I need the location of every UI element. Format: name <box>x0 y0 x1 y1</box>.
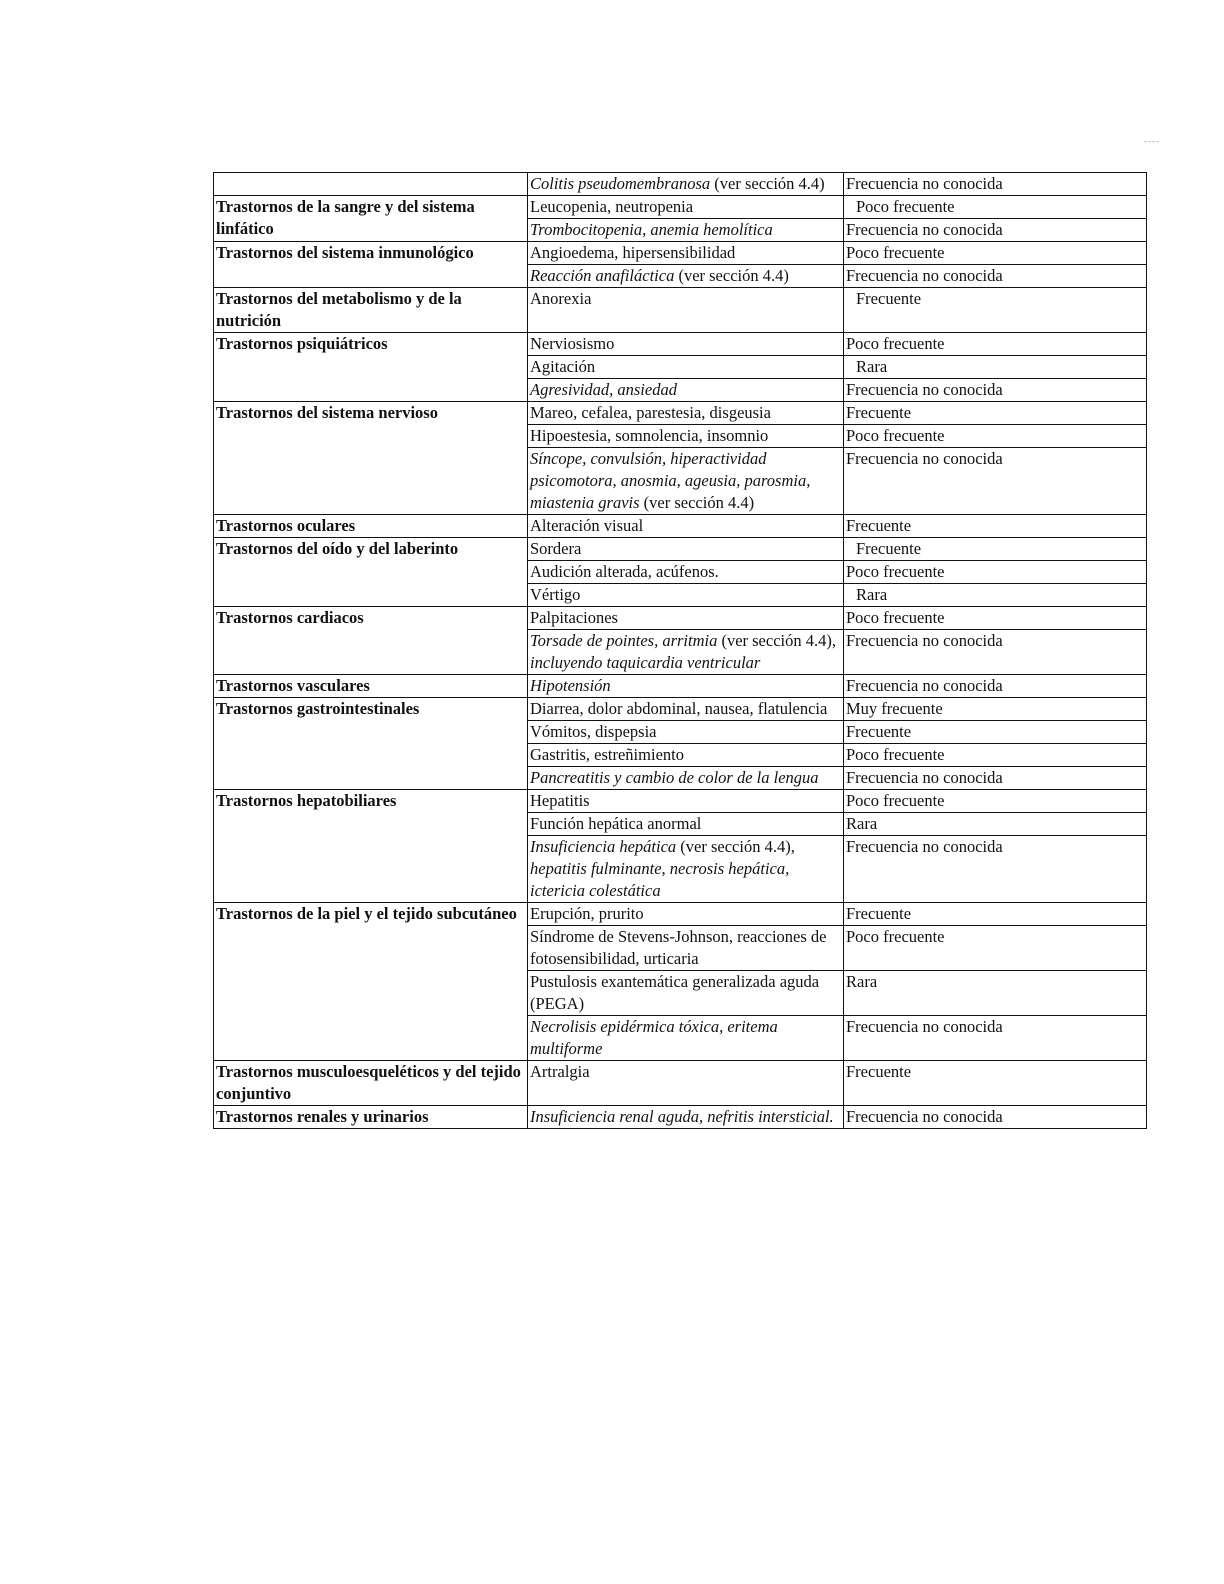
frequency-cell <box>844 379 1147 402</box>
frequency-text: Rara <box>846 814 878 833</box>
reaction-text: Agitación <box>530 357 596 376</box>
reaction-text: Pustulosis exantemática generalizada aguda (PEGA) <box>530 972 820 1013</box>
reaction-text: (ver sección 4.4), <box>676 837 795 856</box>
organ-class-cell: Trastornos vasculares <box>214 675 528 698</box>
adverse-reaction-cell <box>528 744 844 767</box>
frequency-text: Frecuencia no conocida <box>846 1107 1003 1126</box>
organ-class-cell: Trastornos del sistema nervioso <box>214 402 528 515</box>
frequency-cell <box>844 288 1147 333</box>
adverse-reaction-cell <box>528 402 844 425</box>
frequency-text: Frecuencia no conocida <box>846 676 1003 695</box>
adverse-reaction-cell <box>528 356 844 379</box>
adverse-reaction-cell <box>528 265 844 288</box>
adverse-reactions-table-body <box>214 173 1147 1129</box>
frequency-text: Frecuencia no conocida <box>846 1017 1003 1036</box>
frequency-cell <box>844 425 1147 448</box>
table-row <box>214 402 1147 425</box>
reaction-text: Síndrome de Stevens-Johnson, reacciones de fotosensibilidad, urticaria <box>530 927 827 968</box>
frequency-cell <box>844 813 1147 836</box>
reaction-text: Audición alterada, acúfenos. <box>530 562 719 581</box>
frequency-cell <box>844 607 1147 630</box>
adverse-reaction-cell <box>528 561 844 584</box>
adverse-reaction-cell <box>528 448 844 515</box>
adverse-reaction-cell <box>528 721 844 744</box>
adverse-reaction-cell <box>528 196 844 219</box>
reaction-text: Leucopenia, neutropenia <box>530 197 694 216</box>
frequency-cell <box>844 721 1147 744</box>
reaction-text: Necrolisis epidérmica tóxica, eritema multiforme <box>530 1017 778 1058</box>
organ-class-cell: Trastornos oculares <box>214 515 528 538</box>
adverse-reaction-cell <box>528 288 844 333</box>
organ-class-cell: Trastornos de la piel y el tejido subcutáneo <box>214 903 528 1061</box>
table-row <box>214 242 1147 265</box>
table-row <box>214 903 1147 926</box>
frequency-text: Frecuente <box>846 403 912 422</box>
frequency-cell <box>844 561 1147 584</box>
reaction-text: Vómitos, dispepsia <box>530 722 657 741</box>
reaction-text: incluyendo taquicardia ventricular <box>530 653 761 672</box>
adverse-reaction-cell <box>528 971 844 1016</box>
adverse-reaction-cell <box>528 790 844 813</box>
organ-class-cell <box>214 173 528 196</box>
table-row <box>214 698 1147 721</box>
organ-class-cell: Trastornos gastrointestinales <box>214 698 528 790</box>
frequency-text: Frecuencia no conocida <box>846 837 1003 856</box>
reaction-text: Mareo, cefalea, parestesia, disgeusia <box>530 403 771 422</box>
organ-class-cell: Trastornos del sistema inmunológico <box>214 242 528 288</box>
frequency-cell <box>844 219 1147 242</box>
organ-class-cell: Trastornos del metabolismo y de la nutrición <box>214 288 528 333</box>
page-mark: ---- <box>1144 136 1160 146</box>
reaction-text: Vértigo <box>530 585 581 604</box>
frequency-text: Frecuencia no conocida <box>846 220 1003 239</box>
reaction-text: Alteración visual <box>530 516 644 535</box>
organ-class-cell: Trastornos psiquiátricos <box>214 333 528 402</box>
frequency-cell <box>844 630 1147 675</box>
frequency-text: Frecuente <box>856 289 922 308</box>
table-row <box>214 607 1147 630</box>
table-row <box>214 1106 1147 1129</box>
frequency-text: Frecuencia no conocida <box>846 174 1003 193</box>
adverse-reactions-table <box>213 172 1147 1129</box>
table-row <box>214 173 1147 196</box>
frequency-cell <box>844 1106 1147 1129</box>
reaction-text: (ver sección 4.4) <box>710 174 825 193</box>
frequency-text: Rara <box>856 585 888 604</box>
frequency-cell <box>844 698 1147 721</box>
reaction-text: Palpitaciones <box>530 608 618 627</box>
frequency-text: Frecuencia no conocida <box>846 768 1003 787</box>
adverse-reaction-cell <box>528 242 844 265</box>
frequency-text: Poco frecuente <box>846 426 945 445</box>
reaction-text: Síncope, convulsión, hiperactividad psicomotora, anosmia, ageusia, parosmia, miastenia gravis <box>530 449 811 512</box>
frequency-text: Poco frecuente <box>846 745 945 764</box>
adverse-reaction-cell <box>528 173 844 196</box>
frequency-text: Muy frecuente <box>846 699 943 718</box>
reaction-text: Hipoestesia, somnolencia, insomnio <box>530 426 769 445</box>
frequency-cell <box>844 265 1147 288</box>
reaction-text: Angioedema, hipersensibilidad <box>530 243 736 262</box>
reaction-text: hepatitis fulminante, necrosis hepática, ictericia colestática <box>530 859 790 900</box>
frequency-cell <box>844 675 1147 698</box>
frequency-text: Frecuente <box>846 722 912 741</box>
reaction-text: Reacción anafiláctica <box>530 266 675 285</box>
adverse-reaction-cell <box>528 698 844 721</box>
adverse-reaction-cell <box>528 607 844 630</box>
table-row <box>214 1061 1147 1106</box>
adverse-reaction-cell <box>528 425 844 448</box>
frequency-cell <box>844 242 1147 265</box>
organ-class-cell: Trastornos musculoesqueléticos y del tejido conjuntivo <box>214 1061 528 1106</box>
frequency-cell <box>844 903 1147 926</box>
adverse-reaction-cell <box>528 1016 844 1061</box>
frequency-text: Frecuente <box>846 516 912 535</box>
adverse-reaction-cell <box>528 1061 844 1106</box>
frequency-text: Frecuencia no conocida <box>846 266 1003 285</box>
adverse-reaction-cell <box>528 813 844 836</box>
frequency-text: Rara <box>846 972 878 991</box>
adverse-reaction-cell <box>528 584 844 607</box>
adverse-reaction-cell <box>528 767 844 790</box>
frequency-cell <box>844 402 1147 425</box>
frequency-text: Poco frecuente <box>846 243 945 262</box>
reaction-text: Trombocitopenia, anemia hemolítica <box>530 220 773 239</box>
adverse-reaction-cell <box>528 379 844 402</box>
frequency-text: Frecuente <box>846 1062 912 1081</box>
reaction-text: (ver sección 4.4) <box>674 266 789 285</box>
reaction-text: Sordera <box>530 539 582 558</box>
frequency-text: Poco frecuente <box>846 334 945 353</box>
table-row <box>214 333 1147 356</box>
adverse-reaction-cell <box>528 1106 844 1129</box>
reaction-text: Artralgia <box>530 1062 590 1081</box>
adverse-reaction-cell <box>528 926 844 971</box>
table-row <box>214 515 1147 538</box>
table-row <box>214 288 1147 333</box>
reaction-text: Hipotensión <box>530 676 611 695</box>
adverse-reaction-cell <box>528 630 844 675</box>
frequency-cell <box>844 971 1147 1016</box>
organ-class-cell: Trastornos de la sangre y del sistema linfático <box>214 196 528 242</box>
frequency-text: Poco frecuente <box>846 927 945 946</box>
frequency-text: Rara <box>856 357 888 376</box>
frequency-text: Frecuencia no conocida <box>846 631 1003 650</box>
table-row <box>214 790 1147 813</box>
frequency-text: Frecuente <box>856 539 922 558</box>
frequency-cell <box>844 356 1147 379</box>
frequency-cell <box>844 790 1147 813</box>
frequency-text: Poco frecuente <box>846 562 945 581</box>
reaction-text: Anorexia <box>530 289 592 308</box>
frequency-cell <box>844 515 1147 538</box>
organ-class-cell: Trastornos hepatobiliares <box>214 790 528 903</box>
adverse-reaction-cell <box>528 836 844 903</box>
frequency-text: Poco frecuente <box>846 608 945 627</box>
organ-class-cell: Trastornos cardiacos <box>214 607 528 675</box>
reaction-text: (ver sección 4.4), <box>717 631 836 650</box>
frequency-text: Poco frecuente <box>856 197 955 216</box>
frequency-cell <box>844 926 1147 971</box>
adverse-reaction-cell <box>528 903 844 926</box>
frequency-cell <box>844 333 1147 356</box>
frequency-cell <box>844 538 1147 561</box>
adverse-reaction-cell <box>528 515 844 538</box>
frequency-cell <box>844 196 1147 219</box>
frequency-cell <box>844 173 1147 196</box>
reaction-text: Diarrea, dolor abdominal, nausea, flatulencia <box>530 699 828 718</box>
frequency-cell <box>844 1016 1147 1061</box>
reaction-text: Función hepática anormal <box>530 814 702 833</box>
frequency-cell <box>844 584 1147 607</box>
reaction-text: Hepatitis <box>530 791 590 810</box>
reaction-text: Nerviosismo <box>530 334 615 353</box>
reaction-text: Colitis pseudomembranosa <box>530 174 711 193</box>
frequency-text: Poco frecuente <box>846 791 945 810</box>
adverse-reaction-cell <box>528 219 844 242</box>
frequency-cell <box>844 448 1147 515</box>
reaction-text: (ver sección 4.4) <box>639 493 755 512</box>
frequency-cell <box>844 836 1147 903</box>
adverse-reaction-cell <box>528 333 844 356</box>
frequency-cell <box>844 744 1147 767</box>
frequency-cell <box>844 1061 1147 1106</box>
table-row <box>214 538 1147 561</box>
reaction-text: Insuficiencia hepática <box>530 837 677 856</box>
table-row <box>214 675 1147 698</box>
organ-class-cell: Trastornos del oído y del laberinto <box>214 538 528 607</box>
frequency-text: Frecuente <box>846 904 912 923</box>
adverse-reaction-cell <box>528 675 844 698</box>
reaction-text: Agresividad, ansiedad <box>530 380 677 399</box>
reaction-text: Gastritis, estreñimiento <box>530 745 684 764</box>
frequency-cell <box>844 767 1147 790</box>
frequency-text: Frecuencia no conocida <box>846 449 1003 468</box>
frequency-text: Frecuencia no conocida <box>846 380 1003 399</box>
organ-class-cell: Trastornos renales y urinarios <box>214 1106 528 1129</box>
reaction-text: Insuficiencia renal aguda, nefritis intersticial. <box>530 1107 834 1126</box>
reaction-text: Erupción, prurito <box>530 904 644 923</box>
reaction-text: Pancreatitis y cambio de color de la lengua <box>530 768 819 787</box>
reaction-text: Torsade de pointes, arritmia <box>530 631 718 650</box>
adverse-reaction-cell <box>528 538 844 561</box>
table-row <box>214 196 1147 219</box>
